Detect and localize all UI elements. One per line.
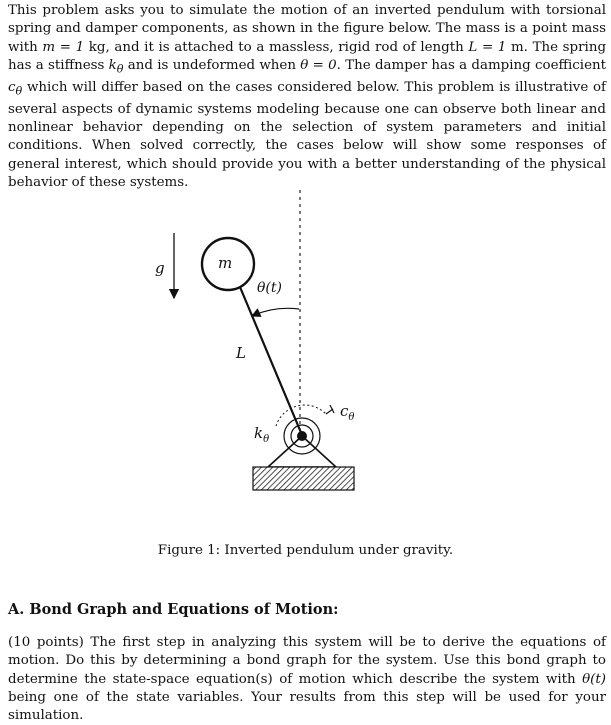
theta-zero-equation: θ = 0 <box>300 57 337 73</box>
gravity-label: g <box>155 259 165 277</box>
damping-symbol: c <box>8 79 16 95</box>
spring-label: $k_\theta$ <box>254 424 270 445</box>
task-paragraph: (10 points) The first step in analyzing this system will be to derive the equations of motion. Do this by determining a bond graph for the system. Use this bond graph to determine the state-space equation(s) of motion which describe the system with θ(t) being one of the state variables. Your results from this step will be used for your simulation. <box>8 635 606 724</box>
stiffness-symbol: k <box>108 57 117 73</box>
damper-label: $c_\theta$ <box>340 402 355 423</box>
pendulum-diagram <box>0 168 611 558</box>
pendulum-rod <box>240 287 302 435</box>
length-label: L <box>236 344 246 362</box>
theta-label: θ(t) <box>257 280 282 296</box>
mass-equation: m = 1 <box>42 39 85 55</box>
figure-caption: Figure 1: Inverted pendulum under gravity. <box>157 543 454 558</box>
ground <box>253 467 354 490</box>
theta-t-symbol: θ(t) <box>582 671 606 687</box>
mass-label: m <box>218 254 233 272</box>
damper-arc <box>276 405 326 426</box>
pendulum-figure <box>0 168 611 558</box>
theta-angle-arc <box>252 308 299 316</box>
intro-paragraph: This problem asks you to simulate the motion of an inverted pendulum with torsional spring and damper components, as shown in the figure below. The mass is a point mass with m = 1 kg, and it is attached to a massless, rigid rod of length L = 1 m. The spring has a stiffness $k_\theta$ and is undeformed when θ = 0. The damper has a damping coefficient $c_\theta$ which will differ based on the cases considered below. This problem is illustrative of several aspects of dynamic systems modeling because one can observe both linear and nonlinear behavior depending on the selection of system parameters and initial conditions. When solved correctly, the cases below will show some responses of general interest, which should provide you with a better understanding of the physical behavior of these systems. <box>8 3 607 191</box>
section-heading: A. Bond Graph and Equations of Motion: <box>8 601 339 618</box>
length-equation: L = 1 <box>468 39 507 55</box>
